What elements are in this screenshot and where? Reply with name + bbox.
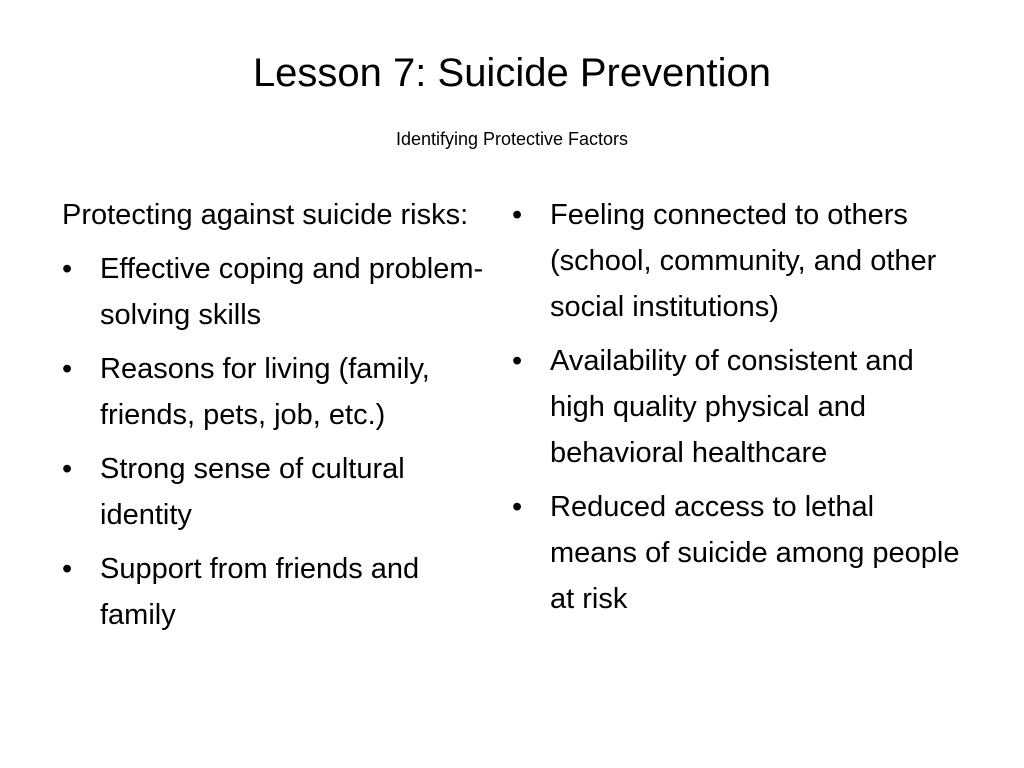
- bullet-icon: •: [512, 199, 523, 231]
- list-item-text: Effective coping and problem-solving skills: [100, 253, 484, 331]
- list-item: [512, 192, 962, 330]
- list-item-text: Support from friends and family: [100, 553, 420, 631]
- list-item-text: Reduced access to lethal means of suicide among people at risk: [550, 491, 960, 615]
- list-item-text: Reasons for living (family, friends, pets, job, etc.): [100, 353, 430, 431]
- list-item: [62, 246, 502, 338]
- list-item: [62, 546, 502, 638]
- list-item-text: Feeling connected to others (school, community, and other social institutions): [550, 199, 937, 323]
- right-column: [512, 192, 962, 630]
- bullet-icon: •: [62, 253, 73, 285]
- bullet-icon: •: [62, 353, 73, 385]
- slide-subtitle: Identifying Protective Factors: [395, 129, 629, 149]
- left-column: [62, 192, 502, 646]
- list-item: [62, 346, 502, 438]
- left-bullet-list: [62, 246, 502, 638]
- slide-title: Lesson 7: Suicide Prevention: [252, 51, 772, 95]
- bullet-icon: •: [512, 345, 523, 377]
- list-item-text: Strong sense of cultural identity: [100, 453, 405, 531]
- bullet-icon: •: [62, 553, 73, 585]
- list-item: [62, 446, 502, 538]
- list-item: [512, 338, 962, 476]
- right-bullet-list: [512, 192, 962, 622]
- list-item-text: Availability of consistent and high quality physical and behavioral healthcare: [550, 345, 914, 469]
- list-item: [512, 484, 962, 622]
- bullet-icon: •: [62, 453, 73, 485]
- bullet-icon: •: [512, 491, 523, 523]
- left-intro-text: Protecting against suicide risks:: [62, 199, 469, 231]
